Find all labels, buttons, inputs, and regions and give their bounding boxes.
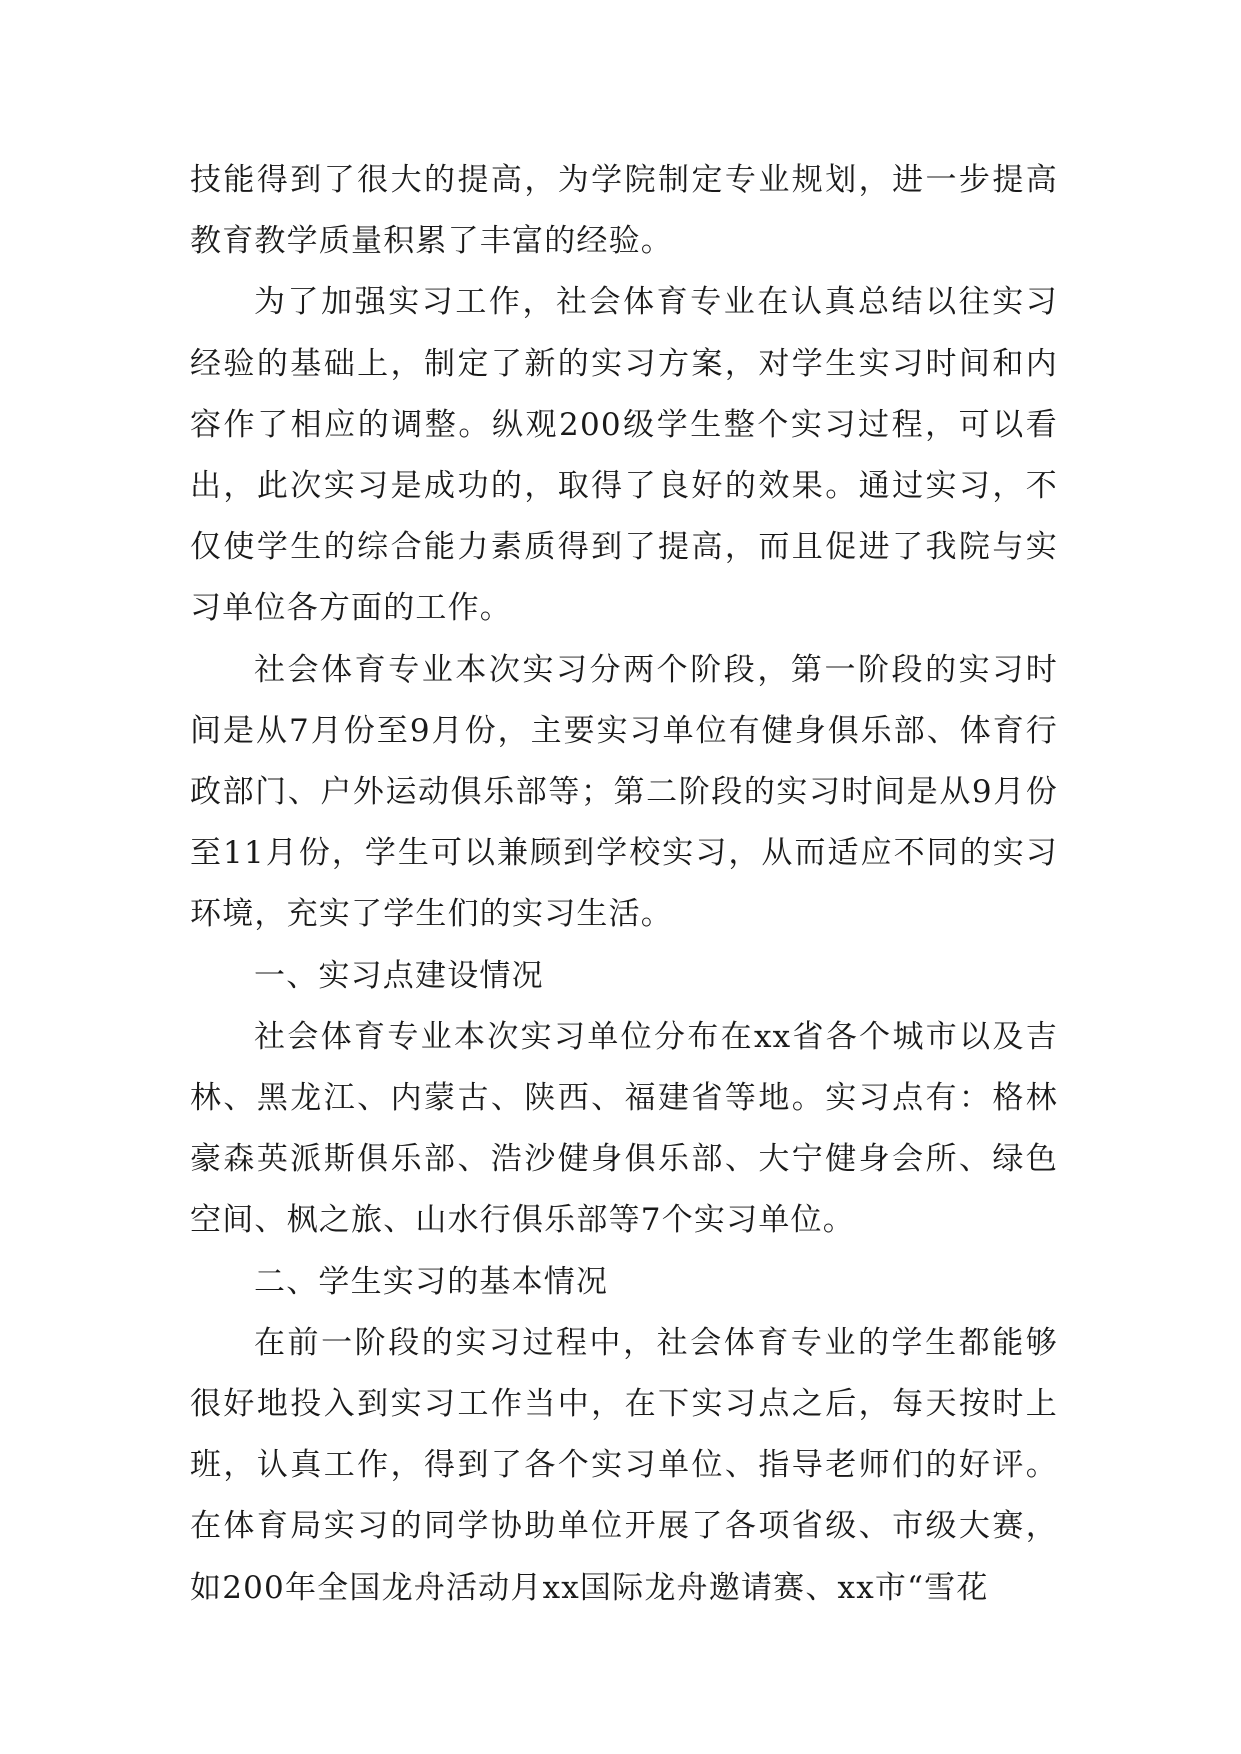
paragraph-student-situation: 在前一阶段的实习过程中，社会体育专业的学生都能够很好地投入到实习工作当中，在下实习点之后，每天按时上班，认真工作，得到了各个实习单位、指导老师们的好评。在体育局实习的同学协助单位开展了各项省级、市级大赛，如200年全国龙舟活动月xx国际龙舟邀请赛、xx市“雪花	[190, 1324, 1058, 1606]
paragraph-internship-sites: 社会体育专业本次实习单位分布在xx省各个城市以及吉林、黑龙江、内蒙古、陕西、福建省等地。实习点有：格林豪森英派斯俱乐部、浩沙健身俱乐部、大宁健身会所、绿色空间、枫之旅、山水行俱乐部等7个实习单位。	[190, 1018, 1058, 1239]
section-heading-student-situation: 二、学生实习的基本情况	[254, 1263, 609, 1300]
section-heading-sites: 一、实习点建设情况	[254, 957, 544, 994]
paragraph-continuation: 技能得到了很大的提高，为学院制定专业规划，进一步提高教育教学质量积累了丰富的经验。	[190, 162, 1058, 260]
paragraph-internship-overview: 为了加强实习工作，社会体育专业在认真总结以往实习经验的基础上，制定了新的实习方案，对学生实习时间和内容作了相应的调整。纵观200级学生整个实习过程，可以看出，此次实习是成功的，取得了良好的效果。通过实习，不仅使学生的综合能力素质得到了提高，而且促进了我院与实习单位各方面的工作。	[190, 284, 1058, 627]
paragraph-internship-stages: 社会体育专业本次实习分两个阶段，第一阶段的实习时间是从7月份至9月份，主要实习单位有健身俱乐部、体育行政部门、户外运动俱乐部等；第二阶段的实习时间是从9月份至11月份，学生可以兼顾到学校实习，从而适应不同的实习环境，充实了学生们的实习生活。	[190, 651, 1058, 933]
document-body	[190, 150, 1058, 1619]
